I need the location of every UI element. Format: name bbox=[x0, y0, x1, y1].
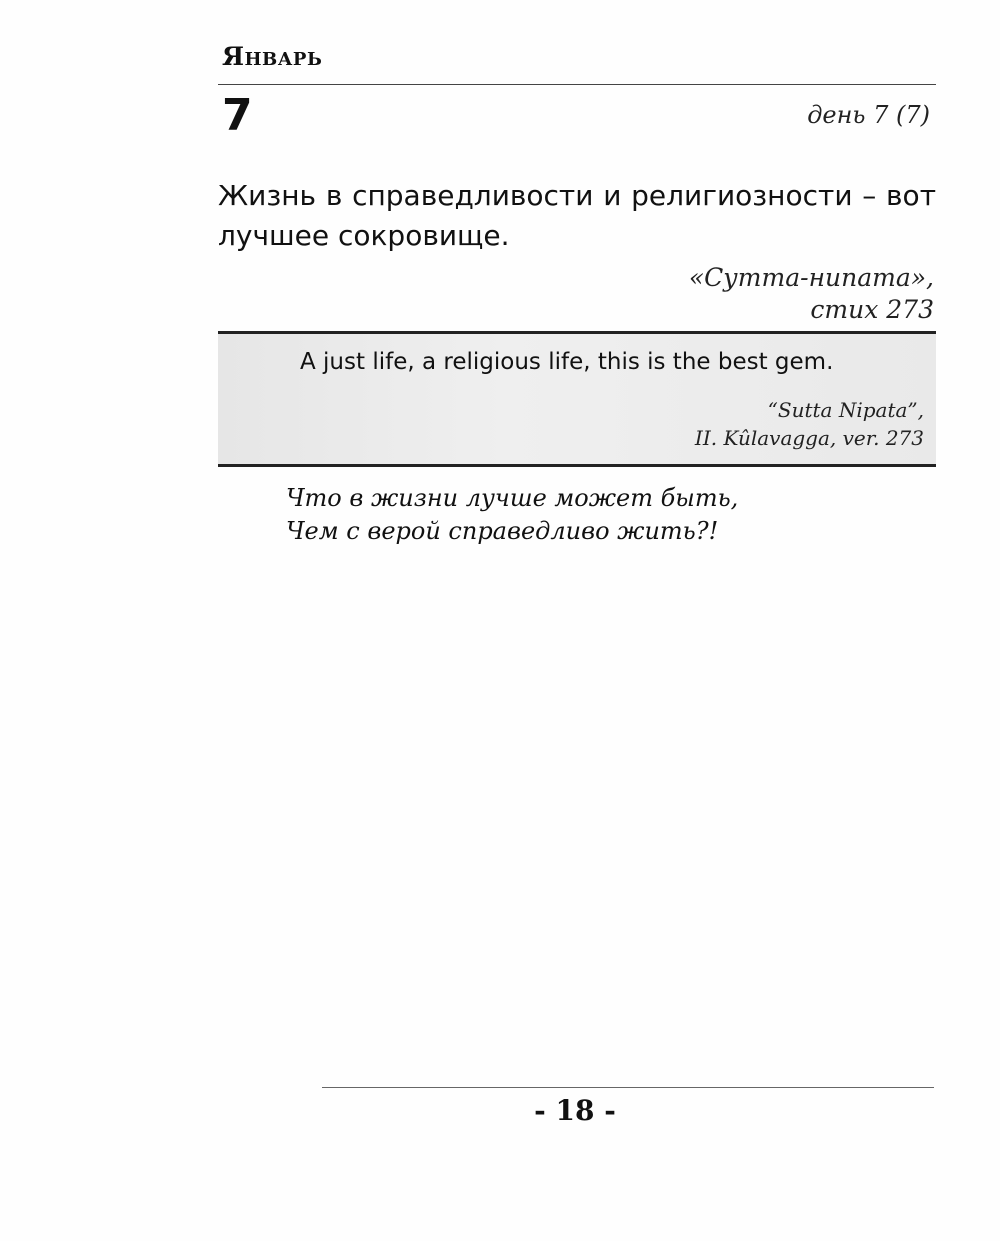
page-number: - 18 - bbox=[534, 1094, 616, 1127]
source-russian-line1: «Сутта-нипата», bbox=[688, 263, 934, 292]
poem bbox=[286, 482, 738, 548]
day-count: день 7 (7) bbox=[807, 101, 930, 129]
quote-russian: Жизнь в справедливости и религиозности – вот лучшее сокровище. bbox=[218, 179, 936, 252]
source-english-line1: “Sutta Nipata”, bbox=[767, 398, 924, 422]
header-rule bbox=[218, 84, 936, 85]
day-number: 7 bbox=[222, 90, 253, 141]
month-heading: Январь bbox=[222, 42, 323, 71]
source-english bbox=[695, 396, 924, 452]
source-russian-line2: стих 273 bbox=[810, 295, 934, 324]
footer-rule bbox=[322, 1087, 934, 1088]
poem-line1: Что в жизни лучше может быть, bbox=[286, 484, 739, 512]
quote-english: A just life, a religious life, this is the best gem. bbox=[300, 349, 834, 375]
poem-line2: Чем с верой справедливо жить?! bbox=[286, 517, 719, 545]
source-english-line2: II. Kûlavagga, ver. 273 bbox=[694, 426, 924, 450]
source-russian bbox=[689, 262, 934, 326]
english-quote-box bbox=[218, 331, 936, 467]
